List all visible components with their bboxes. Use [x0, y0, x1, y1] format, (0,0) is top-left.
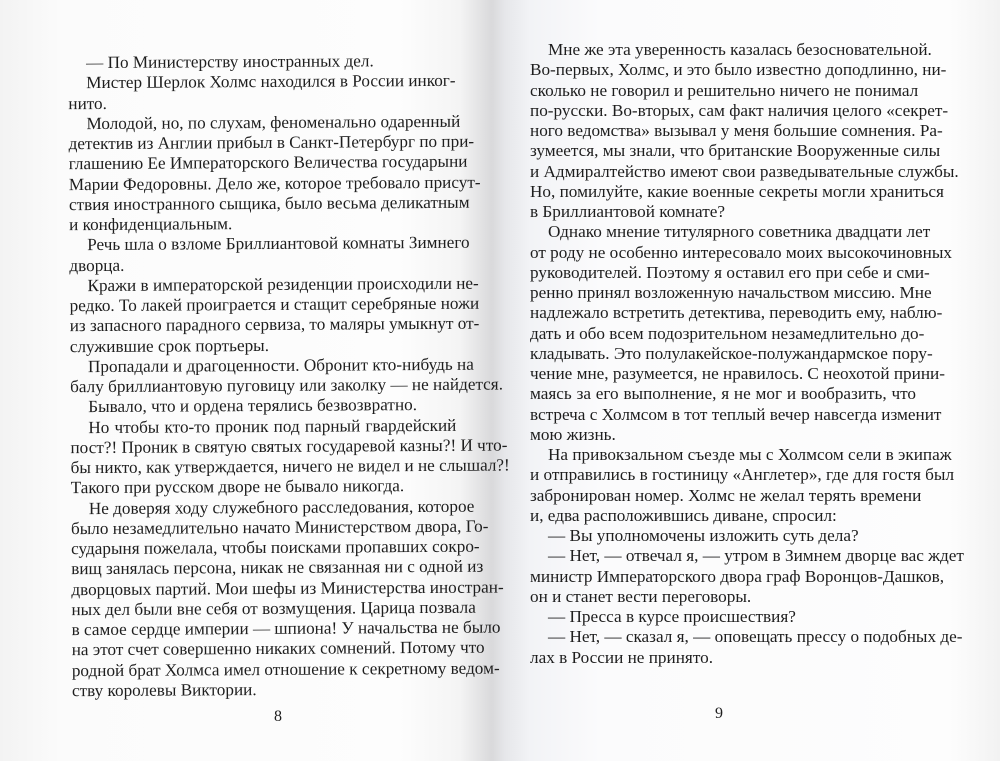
paragraph [69, 273, 480, 357]
text-line: — Вы уполномочены изложить суть дела? [548, 526, 859, 545]
text-line: глашению Ее Императорского Величества государыни [68, 151, 468, 174]
text-line: и отправились в гостиницу «Англетер», где для гостя был [530, 465, 955, 485]
text-line: балу бриллиантовую пуговицу или заколку — не найдется. [70, 374, 504, 397]
text-line: Но чтобы кто-то проник под парный гвардейский [88, 415, 457, 437]
paragraph [530, 445, 955, 526]
text-line: мою жизнь. [530, 424, 616, 444]
paragraph [68, 51, 454, 74]
text-line: вищ занялась персона, никак не связанная ни с одной из [71, 556, 484, 579]
text-line: руководителей. Поэтому я оставил его при себе и сми- [530, 262, 930, 282]
paragraph [530, 40, 959, 222]
text-line: — Пресса в курсе происшествия? [548, 607, 796, 626]
text-line: дворцовых партий. Мои шефы из Министерства иностран- [71, 577, 504, 599]
text-line: встреча с Холмсом в тот теплый вечер навсегда изменит [530, 404, 942, 424]
paragraph [70, 395, 456, 418]
paragraph [530, 222, 953, 445]
text-line: редко. То лакей проиграется и стащит серебряные ножи [69, 293, 480, 316]
left-page-text [68, 51, 510, 701]
text-line: детектив из Англии прибыл в Санкт-Петербург по при- [68, 131, 475, 154]
text-line: дать и обо всем подозрительном незамедлительно до- [530, 323, 925, 343]
text-line: бы никто, как утверждается, ничего не видел и не слышал?! [70, 455, 510, 478]
text-line: Кражи в императорской резиденции происходили не- [87, 273, 479, 295]
text-line: он и станет вести переговоры. [530, 586, 752, 606]
text-line: Мне же эта уверенность казалась безосновательной. [548, 40, 932, 59]
text-line: — Нет, — отвечал я, — утром в Зимнем дворце вас ждет [548, 546, 964, 566]
page-number-left: 8 [274, 708, 282, 725]
text-line: и Адмиралтейство имеют свои разведывательные службы. [530, 161, 959, 181]
text-line: из запасного парадного сервиза, то маляры умыкнут от- [69, 313, 480, 336]
text-line: ренно принял возложенную начальством миссию. Мне [530, 283, 932, 302]
text-line: Пропадали и драгоценности. Обронит кто-нибудь на [87, 354, 474, 376]
text-line: маясь за его выполнение, я не мог и вообразить, что [530, 384, 916, 404]
text-line: сколько не говорил и решительно ничего не понимал [530, 80, 919, 100]
paragraph [70, 354, 504, 398]
text-line: Бывало, что и ордена терялись безвозвратно. [88, 395, 418, 417]
text-line: министр Императорского двора граф Воронцов-Дашков, [530, 566, 944, 586]
paragraph [69, 232, 470, 276]
text-line: Марии Федоровны. Дело же, которое требовало присут- [68, 172, 481, 194]
text-line: чение мне, разумеется, не нравилось. С неохотой прини- [530, 364, 945, 383]
text-line: забронирован номер. Холмс не желал терять времени [530, 485, 922, 505]
text-line: Во-первых, Холмс, и это было известно доподлинно, ни- [530, 60, 947, 80]
text-line: лах в России не принято. [530, 647, 714, 667]
text-line: на этот счет совершенно никаких сомнений. Потому что [71, 637, 485, 660]
text-line: Однако мнение титулярного советника двадцати лет [548, 222, 931, 242]
text-line: пост?! Проник в святую святых государевой казны?! И что- [70, 435, 508, 457]
text-line: и, едва расположившись диване, спросил: [530, 505, 837, 525]
text-line: было незамедлительно начато Министерством двора, Го- [70, 516, 489, 538]
page-number-right: 9 [715, 705, 723, 722]
text-line: ству королевы Виктории. [71, 679, 257, 700]
paragraph [530, 546, 964, 607]
text-line: родной брат Холмса имел отношение к секретному ведом- [71, 658, 500, 680]
text-line: и конфиденциальным. [69, 214, 233, 235]
text-line: ных дел были вне себя от возмущения. Царица позвала [71, 597, 476, 619]
text-line: сударыня пожелала, чтобы поисками пропавших сокро- [70, 536, 480, 559]
text-line: ного ведомства» вызывал у меня большие сомнения. Ра- [530, 121, 943, 140]
text-line: На привокзальном съезде мы с Холмсом сели в экипаж [548, 445, 952, 464]
text-line: по-русски. Во-вторых, сам факт наличия целого «секрет- [530, 100, 949, 120]
text-line: в Бриллиантовой комнате? [530, 202, 725, 221]
text-line: Не доверяя ходу служебного расследования, которое [88, 496, 475, 518]
paragraph [70, 496, 504, 701]
text-line: Мистер Шерлок Холмс находился в России инког- [86, 71, 456, 93]
text-line: Но, помилуйте, какие военные секреты могли храниться [530, 181, 944, 201]
text-line: ствия иностранного сыщика, было весьма деликатным [68, 192, 470, 214]
paragraph [530, 627, 963, 668]
paragraph [530, 526, 916, 546]
text-line: от роду не особенно интересовало моих высокочиновных [530, 242, 953, 262]
text-line: — По Министерству иностранных дел. [86, 51, 374, 73]
text-line: кладывать. Это полулакейское-полужандармское пору- [530, 343, 933, 363]
paragraph [70, 415, 510, 498]
right-page-text [530, 40, 964, 668]
paragraph [530, 607, 916, 627]
text-line: — Нет, — сказал я, — оповещать прессу о подобных де- [548, 627, 963, 647]
text-line: нито. [68, 93, 107, 113]
text-line: надлежало встретить детектива, переводить ему, наблю- [530, 303, 943, 323]
text-line: Такого при русском дворе не бывало никогда. [70, 476, 405, 498]
text-line: Речь шла о взломе Бриллиантовой комнаты Зимнего [87, 232, 470, 255]
text-line: служившие срок портьеры. [69, 335, 270, 356]
text-line: дворца. [69, 255, 125, 275]
paragraph [68, 111, 481, 236]
text-line: в самое сердце империи — шпиона! У начальства не было [71, 617, 501, 640]
text-line: Молодой, но, по слухам, феноменально одаренный [86, 111, 461, 133]
text-line: зумеется, мы знали, что британские Вооруженные силы [530, 141, 941, 161]
paragraph [68, 71, 454, 114]
